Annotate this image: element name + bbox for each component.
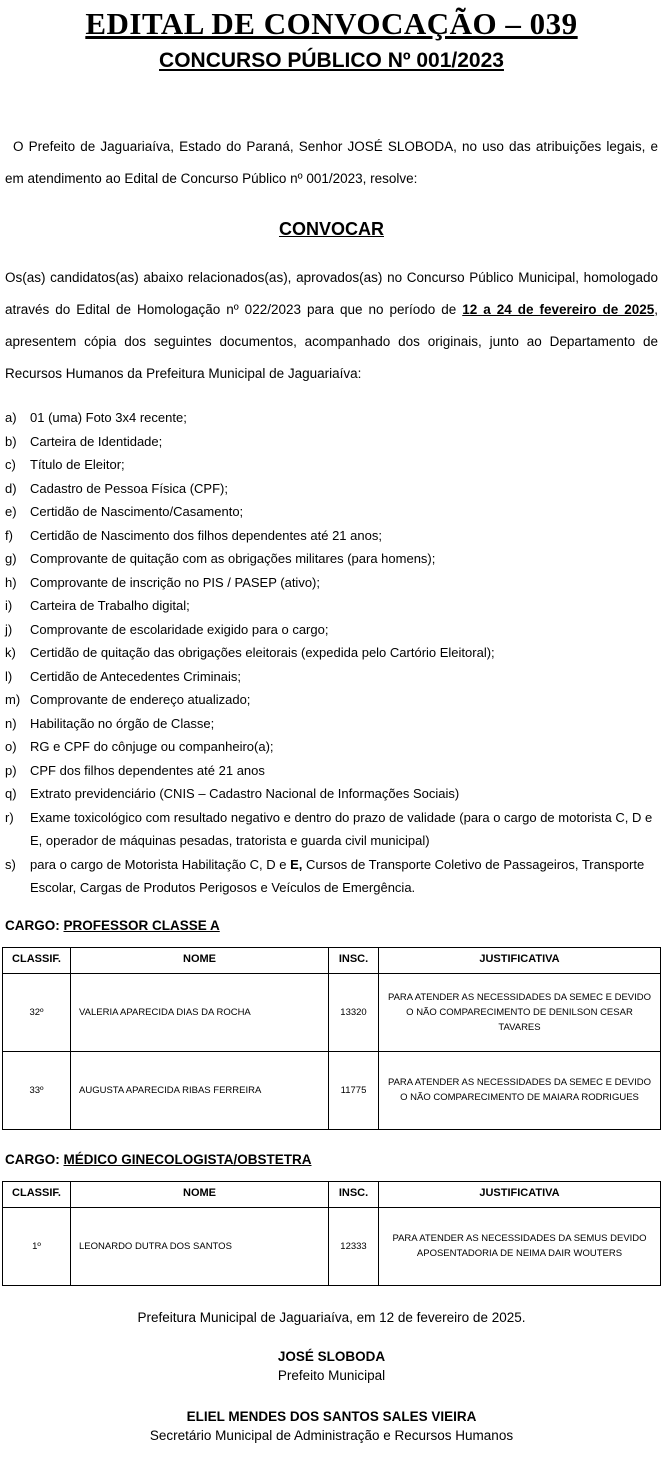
table-header-row — [3, 1181, 661, 1207]
document-item-letter: b) — [5, 433, 17, 449]
document-list-item — [5, 524, 658, 548]
document-item-letter: j) — [5, 621, 13, 637]
cargo-heading-professor — [5, 918, 658, 933]
cell-justificativa: PARA ATENDER AS NECESSIDADES DA SEMEC E DEVIDO O NÃO COMPARECIMENTO DE MAIARA RODRIGUES — [379, 1051, 661, 1129]
document-list-item — [5, 547, 658, 571]
header-nome: NOME — [71, 1181, 329, 1207]
document-item-letter: o) — [5, 739, 17, 754]
document-list-item — [5, 618, 658, 642]
document-item-letter: m) — [5, 692, 21, 707]
document-item-letter: n) — [5, 715, 17, 731]
document-item-letter: e) — [5, 504, 17, 519]
document-list — [5, 406, 658, 900]
cargo-title: MÉDICO GINECOLOGISTA/OBSTETRA — [63, 1151, 312, 1167]
table-row — [3, 973, 661, 1051]
document-list-item — [5, 782, 658, 806]
mayor-title: Prefeito Municipal — [277, 1367, 386, 1383]
header-insc: INSC. — [329, 1181, 379, 1207]
document-item-text: CPF dos filhos dependentes até 21 anos — [30, 762, 265, 778]
body-paragraph-after: , apresentem cópia dos seguintes documentos, acompanhado dos originais, junto ao Departamento de Recursos Humanos da Prefeitura Municipal de Jaguariaíva: — [5, 302, 658, 381]
header-classif: CLASSIF. — [3, 947, 71, 973]
document-list-item — [5, 571, 658, 595]
document-list-item — [5, 406, 658, 430]
body-paragraph-highlight: 12 a 24 de fevereiro de 2025 — [462, 302, 655, 317]
document-item-letter: k) — [5, 645, 16, 660]
cell-classif: 32º — [3, 973, 71, 1051]
cargo-heading-medico — [5, 1152, 658, 1167]
document-item-letter: p) — [5, 762, 17, 778]
header-justificativa: JUSTIFICATIVA — [379, 947, 661, 973]
document-item-letter: d) — [5, 480, 17, 496]
secretary-title: Secretário Municipal de Administração e Recursos Humanos — [149, 1427, 514, 1443]
page-title: EDITAL DE CONVOCAÇÃO – 039 — [85, 6, 578, 41]
document-item-letter: h) — [5, 574, 17, 590]
footer-date-line: Prefeitura Municipal de Jaguariaíva, em 12 de fevereiro de 2025. — [137, 1309, 526, 1325]
document-list-item — [5, 594, 658, 618]
cell-classif: 33º — [3, 1051, 71, 1129]
page-subtitle: CONCURSO PÚBLICO Nº 001/2023 — [159, 49, 504, 72]
mayor-name: JOSÉ SLOBODA — [277, 1348, 386, 1364]
document-list-item — [5, 453, 658, 477]
document-list-item — [5, 806, 658, 853]
intro-paragraph: O Prefeito de Jaguariaíva, Estado do Paraná, Senhor JOSÉ SLOBODA, no uso das atribuições legais, e em atendimento ao Edital de Concurso Público nº 001/2023, resolve: — [5, 139, 658, 186]
document-item-text: Carteira de Identidade; — [30, 433, 163, 449]
header-classif: CLASSIF. — [3, 1181, 71, 1207]
document-item-text: Certidão de Antecedentes Criminais; — [30, 668, 242, 684]
document-item-text: Carteira de Trabalho digital; — [30, 598, 190, 613]
document-item-letter: g) — [5, 551, 17, 566]
header-nome: NOME — [71, 947, 329, 973]
document-item-text: Certidão de Nascimento/Casamento; — [30, 504, 244, 519]
document-item-text: Comprovante de escolaridade exigido para o cargo; — [30, 621, 329, 637]
document-item-text: Exame toxicológico com resultado negativo e dentro do prazo de validade (para o cargo de motorista C, D e E, operador de máquinas pesadas, tratorista e guarda civil municipal) — [30, 809, 653, 848]
document-list-item — [5, 641, 658, 665]
cell-nome: VALERIA APARECIDA DIAS DA ROCHA — [71, 973, 329, 1051]
document-list-item — [5, 759, 658, 783]
header-justificativa: JUSTIFICATIVA — [379, 1181, 661, 1207]
document-item-letter: a) — [5, 410, 17, 425]
document-item-letter: f) — [5, 527, 13, 543]
document-item-text: Certidão de quitação das obrigações eleitorais (expedida pelo Cartório Eleitoral); — [30, 645, 495, 660]
document-list-item — [5, 712, 658, 736]
document-item-text: RG e CPF do cônjuge ou companheiro(a); — [30, 739, 274, 754]
document-item-letter: r) — [5, 809, 14, 825]
header-insc: INSC. — [329, 947, 379, 973]
document-list-item — [5, 500, 658, 524]
document-item-text: Extrato previdenciário (CNIS – Cadastro Nacional de Informações Sociais) — [30, 786, 460, 801]
cell-classif: 1º — [3, 1207, 71, 1285]
document-item-text: Comprovante de endereço atualizado; — [30, 692, 251, 707]
cargo-label: CARGO: — [5, 917, 64, 933]
cell-nome: LEONARDO DUTRA DOS SANTOS — [71, 1207, 329, 1285]
cell-insc: 11775 — [329, 1051, 379, 1129]
body-paragraph-before: Os(as) candidatos(as) abaixo relacionados(as), aprovados(as) no Concurso Público Municipal, homologado através do Edital de Homologação nº 022/2023 para que no período de — [5, 270, 658, 317]
roster-table-professor — [2, 947, 661, 1130]
signature-mayor — [5, 1349, 658, 1383]
convocar-heading: CONVOCAR — [278, 219, 384, 239]
document-item-letter: q) — [5, 786, 17, 801]
document-item-text: Comprovante de inscrição no PIS / PASEP (ativo); — [30, 574, 320, 590]
signature-secretary — [5, 1409, 658, 1443]
cell-justificativa: PARA ATENDER AS NECESSIDADES DA SEMEC E DEVIDO O NÃO COMPARECIMENTO DE DENILSON CESAR TAVARES — [379, 973, 661, 1051]
document-item-text: Cadastro de Pessoa Física (CPF); — [30, 480, 228, 496]
secretary-name: ELIEL MENDES DOS SANTOS SALES VIEIRA — [186, 1408, 477, 1424]
document-item-text: Comprovante de quitação com as obrigações militares (para homens); — [30, 551, 436, 566]
document-item-letter: s) — [5, 856, 16, 872]
roster-table-medico — [2, 1181, 661, 1286]
document-list-item — [5, 853, 658, 900]
cell-justificativa: PARA ATENDER AS NECESSIDADES DA SEMUS DEVIDO APOSENTADORIA DE NEIMA DAIR WOUTERS — [379, 1207, 661, 1285]
cargo-label: CARGO: — [5, 1151, 64, 1167]
document-item-text: Título de Eleitor; — [30, 457, 125, 472]
table-row — [3, 1207, 661, 1285]
document-item-letter: i) — [5, 598, 13, 613]
document-item-text: para o cargo de Motorista Habilitação C, D e E, Cursos de Transporte Coletivo de Passageiros, Transporte Escolar, Cargas de Produtos Perigosos e Veículos de Emergência. — [30, 856, 645, 895]
cell-insc: 12333 — [329, 1207, 379, 1285]
cargo-title: PROFESSOR CLASSE A — [63, 917, 220, 933]
document-list-item — [5, 735, 658, 759]
cell-insc: 13320 — [329, 973, 379, 1051]
document-list-item — [5, 688, 658, 712]
body-paragraph — [5, 262, 658, 390]
document-list-item — [5, 477, 658, 501]
document-item-text: Habilitação no órgão de Classe; — [30, 715, 215, 731]
document-item-letter: c) — [5, 457, 16, 472]
document-list-item — [5, 665, 658, 689]
document-item-text: 01 (uma) Foto 3x4 recente; — [30, 410, 187, 425]
document-list-item — [5, 430, 658, 454]
table-row — [3, 1051, 661, 1129]
cell-nome: AUGUSTA APARECIDA RIBAS FERREIRA — [71, 1051, 329, 1129]
table-header-row — [3, 947, 661, 973]
document-item-letter: l) — [5, 668, 13, 684]
document-item-text: Certidão de Nascimento dos filhos dependentes até 21 anos; — [30, 527, 382, 543]
